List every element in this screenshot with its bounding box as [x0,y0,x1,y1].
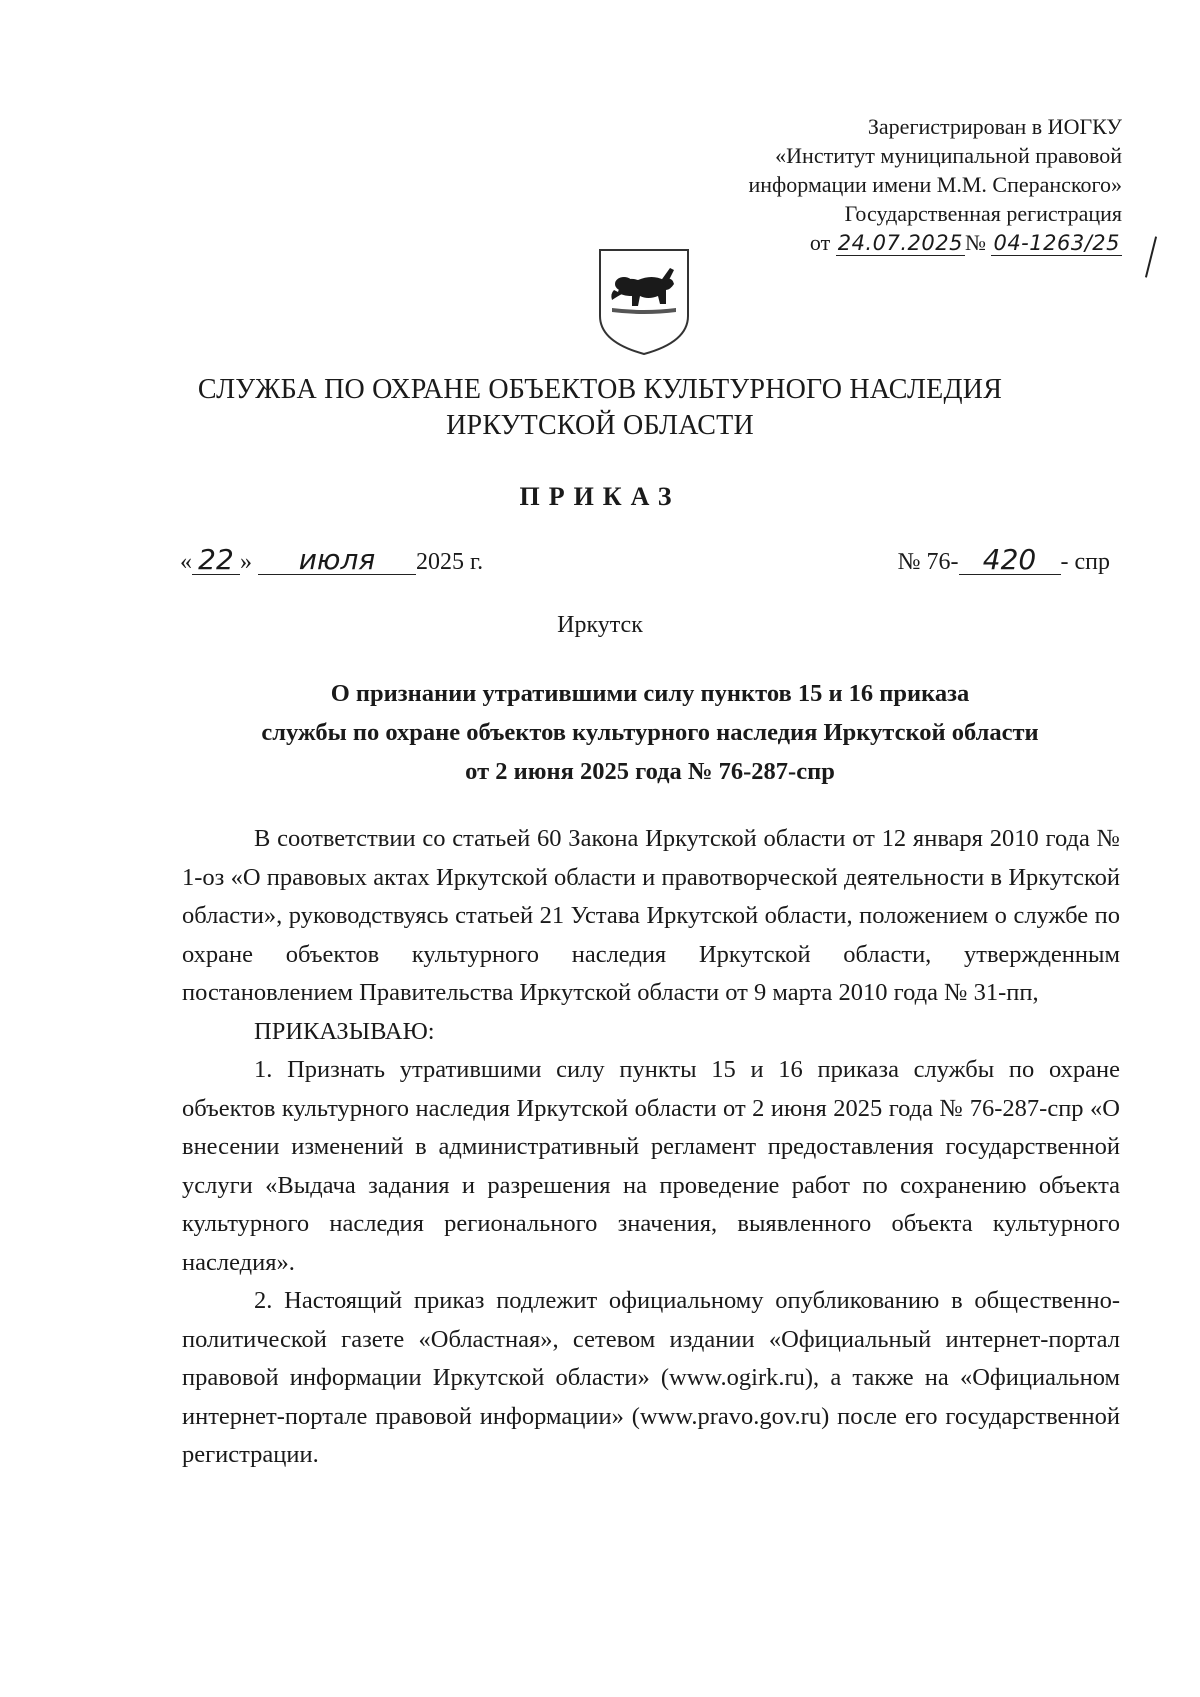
organization-name-line-2: ИРКУТСКОЙ ОБЛАСТИ [446,410,754,441]
registration-number-handwritten: 04-1263/25 [993,231,1120,255]
registration-line-2: «Институт муниципальной правовой [775,143,1122,168]
irkutsk-coat-of-arms-icon [596,246,692,358]
registration-line-4: Государственная регистрация [844,201,1122,226]
registration-line-3: информации имени М.М. Сперанского» [748,172,1122,197]
document-body [182,820,1120,1475]
registration-line-1: Зарегистрирован в ИОГКУ [867,114,1122,139]
order-year: 2025 г. [416,549,484,575]
organization-name [0,372,1200,444]
order-number-handwritten: 420 [959,546,1061,575]
registration-date-handwritten: 24.07.2025 [837,231,963,255]
organization-name-line-1: СЛУЖБА ПО ОХРАНЕ ОБЪЕКТОВ КУЛЬТУРНОГО НАСЛЕДИЯ [197,374,1003,405]
order-heading: ПРИКАЗ [519,482,681,511]
order-date [180,543,484,576]
document-title-line-3: от 2 июня 2025 года № 76-287-спр [465,758,835,785]
registration-date-line [748,228,1122,257]
order-month-handwritten: июля [258,546,416,575]
document-title-line-1: О признании утратившими силу пунктов 15 и 16 приказа [330,680,970,707]
date-quote-close: » [240,549,252,575]
date-quote-open: « [180,549,192,575]
order-city: Иркутск [557,612,643,638]
registration-from-label: от [809,230,831,255]
item-2-paragraph: 2. Настоящий приказ подлежит официальному опубликованию в общественно-политической газете «Областная», сетевом издании «Официальный интернет-портал правовой информации Иркутской области» (www.ogirk.ru), а также на «Официальном интернет-портале правовой информации» (www.pravo.gov.ru) после его государственной регистрации. [182,1287,1120,1468]
registration-stamp [748,112,1122,257]
order-number [897,543,1110,576]
document-title-line-2: службы по охране объектов культурного наследия Иркутской области [261,719,1039,746]
order-day-handwritten: 22 [192,546,240,575]
item-1-paragraph: 1. Признать утратившими силу пункты 15 и 16 приказа службы по охране объектов культурного наследия Иркутской области от 2 июня 2025 года № 76-287-спр «О внесении изменений в административный регламент предоставления государственной услуги «Выдача задания и разрешения на проведение работ по сохранению объекта культурного наследия регионального значения, выявленного объекта культурного наследия». [182,1056,1120,1276]
registration-pen-stroke [1145,236,1157,277]
order-number-suffix: - спр [1060,549,1110,575]
order-number-prefix: № 76- [897,549,959,575]
directive-word: ПРИКАЗЫВАЮ: [254,1017,435,1045]
document-title [180,674,1120,791]
preamble-paragraph: В соответствии со статьей 60 Закона Иркутской области от 12 января 2010 года № 1-оз «О правовых актах Иркутской области и правотворческой деятельности в Иркутской области», руководствуясь статьей 21 Устава Иркутской области, положением о службе по охране объектов культурного наследия Иркутской области, утвержденным постановлением Правительства Иркутской области от 9 марта 2010 года № 31-пп, [182,825,1120,1006]
registration-number-sign: № [964,230,986,255]
